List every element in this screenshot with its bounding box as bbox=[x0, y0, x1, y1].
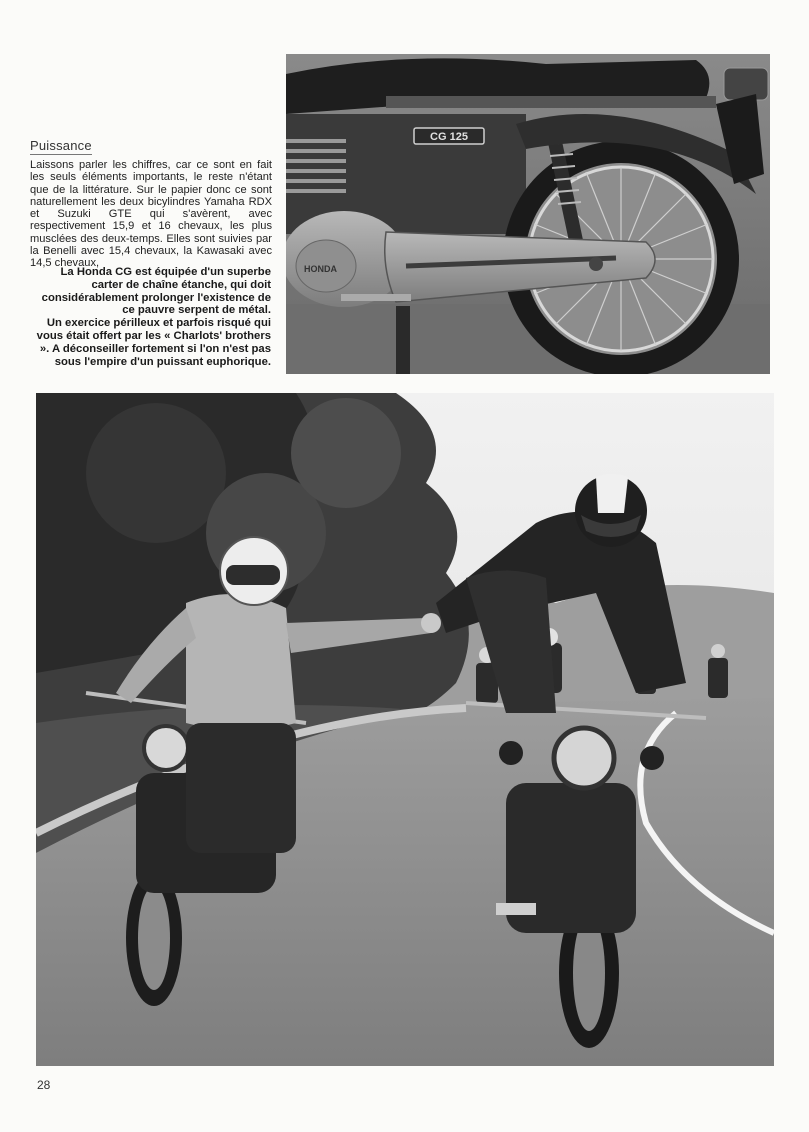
section-heading: Puissance bbox=[30, 138, 92, 153]
photo-honda-chain-guard bbox=[286, 54, 770, 374]
honda-engine-logo: HONDA bbox=[304, 264, 337, 274]
article-intro bbox=[30, 138, 272, 270]
caption-top-photo: La Honda CG est équipée d'un superbe carter de chaîne étanche, qui doit considérablement prolonger l'existence de ce pauvre serpent de métal. bbox=[41, 266, 271, 317]
cg125-badge: CG 125 bbox=[430, 131, 468, 143]
page-number: 28 bbox=[37, 1078, 51, 1092]
caption-bottom-photo: Un exercice périlleux et parfois risqué qui vous était offert par les « Charlots' brothers ». A déconseiller fortement si l'on n'est pas sous l'empire d'un puissant euphorique. bbox=[36, 317, 271, 368]
photo-captions bbox=[30, 266, 271, 368]
article-body-text: Laissons parler les chiffres, car ce sont en fait les seuls éléments importants, le reste n'étant que de la littérature. Sur le papier donc ce sont naturellement les deux bicylindres Yamaha RDX et Suzuki GTE qui s'avèrent, avec respectivement 15,9 et 16 chevaux, les plus musclées des deux-temps. Elles sont suivies par la Benelli avec 15,4 chevaux, la Kawasaki avec 14,5 chevaux, bbox=[30, 159, 272, 270]
photo-stunt-riders bbox=[36, 393, 774, 1066]
